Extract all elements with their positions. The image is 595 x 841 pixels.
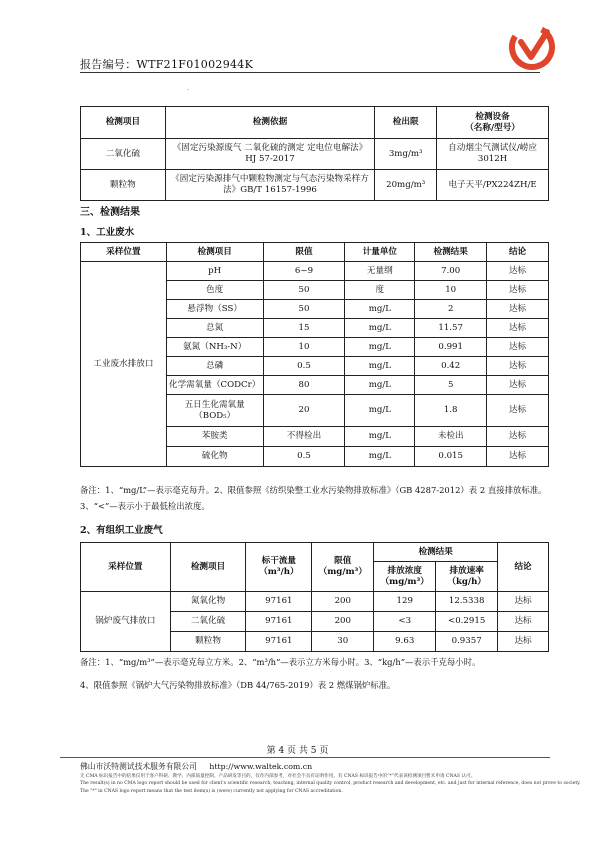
table-cell: mg/L [345, 427, 415, 447]
column-header: 采样位置 [81, 543, 171, 592]
company-url[interactable]: http://www.waltek.com.cn [209, 762, 313, 771]
table-cell: 达标 [487, 376, 549, 395]
table-cell: 总磷 [166, 357, 263, 376]
table-header-row [81, 243, 549, 262]
table-cell: 达标 [487, 357, 549, 376]
water-note: 备注：1、“mg/L”—表示毫克每升。2、限值参照《纺织染整工业水污染物排放标准》（GB 4287-2012）表 2 直接排放标准。3、“<”—表示小于最低检出浓度。 [80, 485, 547, 511]
table-cell: 达标 [487, 427, 549, 447]
gas-note-2: 4、限值参照《锅炉大气污染物排放标准》（DB 44/765-2019）表 2 燃煤锅炉标准。 [80, 680, 396, 690]
table-cell: 未检出 [415, 427, 487, 447]
column-header: 检测依据 [165, 107, 374, 139]
company-name: 佛山市沃特测试技术服务有限公司 [80, 762, 197, 771]
section-subtitle: 1、工业废水 [80, 227, 135, 238]
section-subtitle: 2、有组织工业废气 [80, 525, 163, 536]
table-cell: mg/L [345, 338, 415, 357]
table-cell: 悬浮物（SS） [166, 300, 263, 319]
table-cell: mg/L [345, 395, 415, 427]
table-cell: 达标 [487, 262, 549, 281]
table-cell: 0.5 [263, 357, 345, 376]
footer-disclaimer-en: The result(s) in no CMA logo report should be used for client's scientific research, teaching, internal quality control, product research and development, etc. and just for internal reference, does not prove to society. [80, 781, 581, 786]
table-cell: 无量纲 [345, 262, 415, 281]
stray-mark: · [187, 87, 189, 94]
section-title: 三、检测结果 [80, 207, 140, 218]
column-header: 限值 （mg/m³） [312, 543, 374, 592]
table-row [81, 592, 549, 612]
table-cell: 6~9 [263, 262, 345, 281]
column-header: 检测结果 [415, 243, 487, 262]
table-cell: 不得检出 [263, 427, 345, 447]
table-cell: 2 [415, 300, 487, 319]
table-cell: 化学需氧量（CODCr） [166, 376, 263, 395]
table-cell: 达标 [498, 632, 549, 652]
table-cell: 10 [263, 338, 345, 357]
table-cell: 0.9357 [436, 632, 498, 652]
table-cell: 度 [345, 281, 415, 300]
table-row [81, 170, 549, 201]
table-cell: 达标 [487, 395, 549, 427]
table-cell: 氨氮（NH₃-N） [166, 338, 263, 357]
table-cell: 二氧化硫 [170, 612, 246, 632]
column-header: 排放浓度 （mg/m³） [374, 562, 436, 592]
methods-table [80, 106, 549, 201]
table-cell: 达标 [487, 281, 549, 300]
footer-disclaimer-cn: 无 CMA 标识报告中的结果仅用于客户科研、教学、内部质量控制、产品研发等目的，仅作内部参考，对社会不具有证明作用。有 CNAS 标识报告中的“*”代表该检测项目暂未申请 CNAS 认可。 [80, 774, 476, 779]
table-cell: 总氮 [166, 319, 263, 338]
table-cell: 20 [263, 395, 345, 427]
table-cell: 自动烟尘气测试仪/崂应 3012H [437, 139, 549, 170]
table-cell: pH [166, 262, 263, 281]
table-cell: 7.00 [415, 262, 487, 281]
table-cell: 0.015 [415, 447, 487, 467]
table-cell: 0.5 [263, 447, 345, 467]
footer-divider [60, 757, 550, 758]
table-cell: 80 [263, 376, 345, 395]
gas-note-1: 备注：1、“mg/m³”—表示毫克每立方米。2、“m³/h”—表示立方米每小时。3、“kg/h”—表示千克每小时。 [80, 657, 481, 667]
table-cell: 达标 [487, 338, 549, 357]
table-cell: 达标 [487, 447, 549, 467]
page-number: 第 4 页 共 5 页 [266, 746, 329, 756]
column-header: 检测项目 [166, 243, 263, 262]
column-header: 结论 [487, 243, 549, 262]
water-results-table [80, 242, 549, 467]
column-header: 检测项目 [170, 543, 246, 592]
water-table-body [81, 262, 549, 467]
table-cell: 氮氧化物 [170, 592, 246, 612]
column-header: 排放速率 （kg/h） [436, 562, 498, 592]
footer-disclaimer-cnas: The "*" in CNAS logo report means that the test item(s) is (were) currently not applying for CNAS accreditation. [80, 789, 343, 794]
table-row [81, 262, 549, 281]
table-cell: 1.8 [415, 395, 487, 427]
table-cell: 达标 [498, 592, 549, 612]
table-cell: 97161 [246, 612, 312, 632]
table-row [81, 139, 549, 170]
footer-company [80, 761, 312, 772]
table-cell: 达标 [487, 319, 549, 338]
column-header: 检出限 [375, 107, 437, 139]
table-cell: 97161 [246, 592, 312, 612]
table-cell: 3mg/m³ [375, 139, 437, 170]
table-cell: mg/L [345, 447, 415, 467]
table-cell: 15 [263, 319, 345, 338]
table-cell: 《固定污染源废气 二氧化硫的测定 定电位电解法》 HJ 57-2017 [165, 139, 374, 170]
table-cell: 硫化物 [166, 447, 263, 467]
table-cell: mg/L [345, 376, 415, 395]
table-cell: 12.5338 [436, 592, 498, 612]
location-cell: 工业废水排放口 [81, 262, 167, 467]
table-cell: mg/L [345, 319, 415, 338]
column-header: 采样位置 [81, 243, 167, 262]
table-cell: mg/L [345, 357, 415, 376]
table-cell: 200 [312, 612, 374, 632]
table-cell: 颗粒物 [81, 170, 166, 201]
table-cell: 129 [374, 592, 436, 612]
table-cell: 0.42 [415, 357, 487, 376]
gas-results-table [80, 542, 549, 652]
table-cell: 《固定污染源排气中颗粒物测定与气态污染物采样方法》GB/T 16157-1996 [165, 170, 374, 201]
table-cell: 苯胺类 [166, 427, 263, 447]
table-cell: 9.63 [374, 632, 436, 652]
table-cell: 二氧化硫 [81, 139, 166, 170]
table-cell: 颗粒物 [170, 632, 246, 652]
table-cell: mg/L [345, 300, 415, 319]
table-cell: <0.2915 [436, 612, 498, 632]
table-cell: 200 [312, 592, 374, 612]
column-header: 检测设备 （名称/型号） [437, 107, 549, 139]
column-header: 结论 [498, 543, 549, 592]
report-number: 报告编号：WTF21F01002944K [80, 58, 254, 71]
table-cell: 50 [263, 281, 345, 300]
table-header-row [81, 107, 549, 139]
location-cell: 锅炉废气排放口 [81, 592, 171, 652]
column-header: 检测项目 [81, 107, 166, 139]
table-header-row [81, 543, 549, 562]
table-cell: 0.991 [415, 338, 487, 357]
table-cell: 五日生化需氧量（BOD₅） [166, 395, 263, 427]
table-cell: 达标 [487, 300, 549, 319]
column-header: 限值 [263, 243, 345, 262]
company-logo-icon [507, 22, 557, 72]
header-divider [80, 72, 540, 73]
table-cell: 50 [263, 300, 345, 319]
table-cell: 30 [312, 632, 374, 652]
column-header: 标干流量 （m³/h） [246, 543, 312, 592]
table-cell: 电子天平/PX224ZH/E [437, 170, 549, 201]
table-cell: <3 [374, 612, 436, 632]
column-header: 计量单位 [345, 243, 415, 262]
table-cell: 11.57 [415, 319, 487, 338]
table-cell: 达标 [498, 612, 549, 632]
table-cell: 5 [415, 376, 487, 395]
table-cell: 色度 [166, 281, 263, 300]
column-header: 检测结果 [374, 543, 498, 562]
table-cell: 10 [415, 281, 487, 300]
table-cell: 20mg/m³ [375, 170, 437, 201]
table-cell: 97161 [246, 632, 312, 652]
